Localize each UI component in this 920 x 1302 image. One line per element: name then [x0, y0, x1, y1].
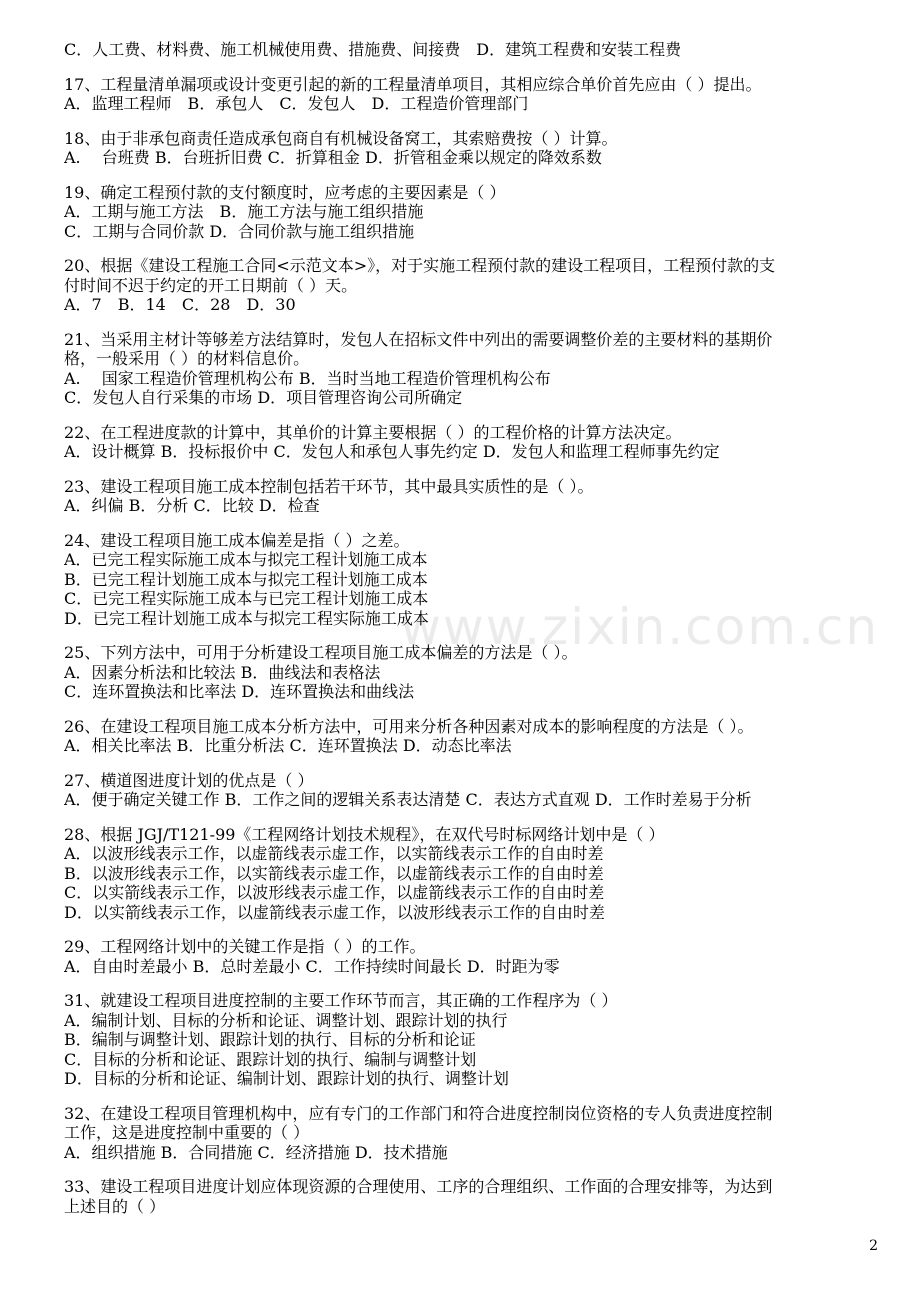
question-block	[64, 643, 884, 702]
question-line: 格，一般采用（ ）的材料信息价。	[64, 349, 310, 368]
question-line: 工作，这是进度控制中重要的（ ）	[64, 1123, 310, 1142]
question-line: D．以实箭线表示工作，以虚箭线表示虚工作，以波形线表示工作的自由时差	[64, 902, 605, 922]
question-text: 17、工程量清单漏项或设计变更引起的新的工程量清单项目，其相应综合单价首先应由（ ）提出。	[64, 74, 762, 94]
question-block	[64, 330, 884, 408]
question-block	[64, 1177, 884, 1216]
question-block	[64, 531, 884, 629]
question-block	[64, 477, 884, 516]
question-text: 18、由于非承包商责任造成承包商自有机械设备窝工，其索赔费按（ ）计算。	[64, 128, 618, 148]
question-line: A．便于确定关键工作 B．工作之间的逻辑关系表达清楚 C．表达方式直观 D．工作时差易于分析	[64, 790, 752, 809]
question-line: C．连环置换法和比率法 D．连环置换法和曲线法	[64, 682, 415, 701]
question-text: 25、下列方法中，可用于分析建设工程项目施工成本偏差的方法是（ ）。	[64, 643, 578, 662]
question-block	[64, 991, 884, 1089]
question-text: 31、就建设工程项目进度控制的主要工作环节而言，其正确的工作程序为（ ）	[64, 991, 618, 1010]
question-text: 29、工程网络计划中的关键工作是指（ ）的工作。	[64, 937, 426, 956]
question-line: 付时间不迟于约定的开工日期前（ ）天。	[64, 275, 358, 295]
question-line: A．以波形线表示工作，以虚箭线表示虚工作，以实箭线表示工作的自由时差	[64, 844, 604, 863]
question-text: 19、确定工程预付款的支付额度时，应考虑的主要因素是（ ）	[64, 182, 506, 202]
question-text: 26、在建设工程项目施工成本分析方法中，可用来分析各种因素对成本的影响程度的方法是（ ）。	[64, 716, 754, 736]
question-line: A．已完工程实际施工成本与拟完工程计划施工成本	[64, 550, 428, 569]
question-text: 32、在建设工程项目管理机构中，应有专门的工作部门和符合进度控制岗位资格的专人负责进度控制	[64, 1103, 773, 1123]
question-text: 24、建设工程项目施工成本偏差是指（ ）之差。	[64, 530, 410, 550]
question-text: 28、根据 JGJ/T121-99《工程网络计划技术规程》，在双代号时标网络计划中是（ ）	[64, 824, 665, 844]
question-block	[64, 771, 884, 810]
question-line: A．相关比率法 B．比重分析法 C．连环置换法 D．动态比率法	[64, 736, 512, 755]
question-text: 21、当采用主材计等够差方法结算时，发包人在招标文件中列出的需要调整价差的主要材料的基期价	[64, 329, 773, 349]
question-block	[64, 40, 884, 60]
question-text: 20、根据《建设工程施工合同<示范文本>》，对于实施工程预付款的建设工程项目，工程预付款的支	[64, 256, 776, 275]
question-block	[64, 423, 884, 462]
question-block	[64, 256, 884, 315]
question-line: A．纠偏 B．分析 C．比较 D．检查	[64, 496, 320, 515]
question-line: B．编制与调整计划、跟踪计划的执行、目标的分析和论证	[64, 1030, 476, 1049]
question-block	[64, 1104, 884, 1163]
question-block	[64, 717, 884, 756]
question-line: C．发包人自行采集的市场 D．项目管理咨询公司所确定	[64, 388, 463, 407]
question-line: B．已完工程计划施工成本与拟完工程计划施工成本	[64, 569, 428, 589]
question-block	[64, 75, 884, 114]
question-text: 27、横道图进度计划的优点是（ ）	[64, 770, 314, 790]
question-text: 23、建设工程项目施工成本控制包括若干环节，其中最具实质性的是（ ）。	[64, 476, 594, 496]
question-line: D．目标的分析和论证、编制计划、跟踪计划的执行、调整计划	[64, 1069, 509, 1088]
question-line: C．工期与合同价款 D．合同价款与施工组织措施	[64, 221, 415, 241]
question-line: D．已完工程计划施工成本与拟完工程实际施工成本	[64, 608, 429, 628]
question-line: C．以实箭线表示工作，以波形线表示虚工作，以虚箭线表示工作的自由时差	[64, 883, 605, 902]
question-block	[64, 183, 884, 242]
question-block	[64, 129, 884, 168]
question-text: 33、建设工程项目进度计划应体现资源的合理使用、工序的合理组织、工作面的合理安排等，为达到	[64, 1177, 773, 1196]
question-text: C．人工费、材料费、施工机械使用费、措施费、间接费 D．建筑工程费和安装工程费	[64, 40, 682, 59]
question-text: 22、在工程进度款的计算中，其单价的计算主要根据（ ）的工程价格的计算方法决定。	[64, 422, 682, 442]
question-line: A．监理工程师 B．承包人 C．发包人 D．工程造价管理部门	[64, 94, 529, 113]
question-block	[64, 937, 884, 976]
question-line: 上述目的（ ）	[64, 1196, 166, 1216]
question-line: A．组织措施 B．合同措施 C．经济措施 D．技术措施	[64, 1142, 448, 1162]
page-number: 2	[869, 1238, 878, 1254]
question-line: C．已完工程实际施工成本与已完工程计划施工成本	[64, 589, 429, 608]
watermark: www.zixin.com.cn	[400, 598, 880, 656]
question-line: A．编制计划、目标的分析和论证、调整计划、跟踪计划的执行	[64, 1010, 508, 1030]
question-line: A. 国家工程造价管理机构公布 B．当时当地工程造价管理机构公布	[64, 368, 551, 388]
question-line: A．因素分析法和比较法 B．曲线法和表格法	[64, 662, 381, 682]
question-line: C．目标的分析和论证、跟踪计划的执行、编制与调整计划	[64, 1049, 477, 1069]
question-line: A. 台班费 B．台班折旧费 C．折算租金 D．折管租金乘以规定的降效系数	[64, 148, 602, 167]
question-line: A．7 B．14 C．28 D．30	[64, 295, 296, 314]
question-line: A．自由时差最小 B．总时差最小 C．工作持续时间最长 D．时距为零	[64, 956, 560, 976]
question-line: B．以波形线表示工作，以实箭线表示虚工作，以虚箭线表示工作的自由时差	[64, 863, 604, 883]
question-list	[64, 40, 884, 1216]
question-line: A．设计概算 B．投标报价中 C．发包人和承包人事先约定 D．发包人和监理工程师事先约定	[64, 442, 720, 461]
question-line: A．工期与施工方法 B．施工方法与施工组织措施	[64, 202, 424, 221]
question-block	[64, 825, 884, 923]
